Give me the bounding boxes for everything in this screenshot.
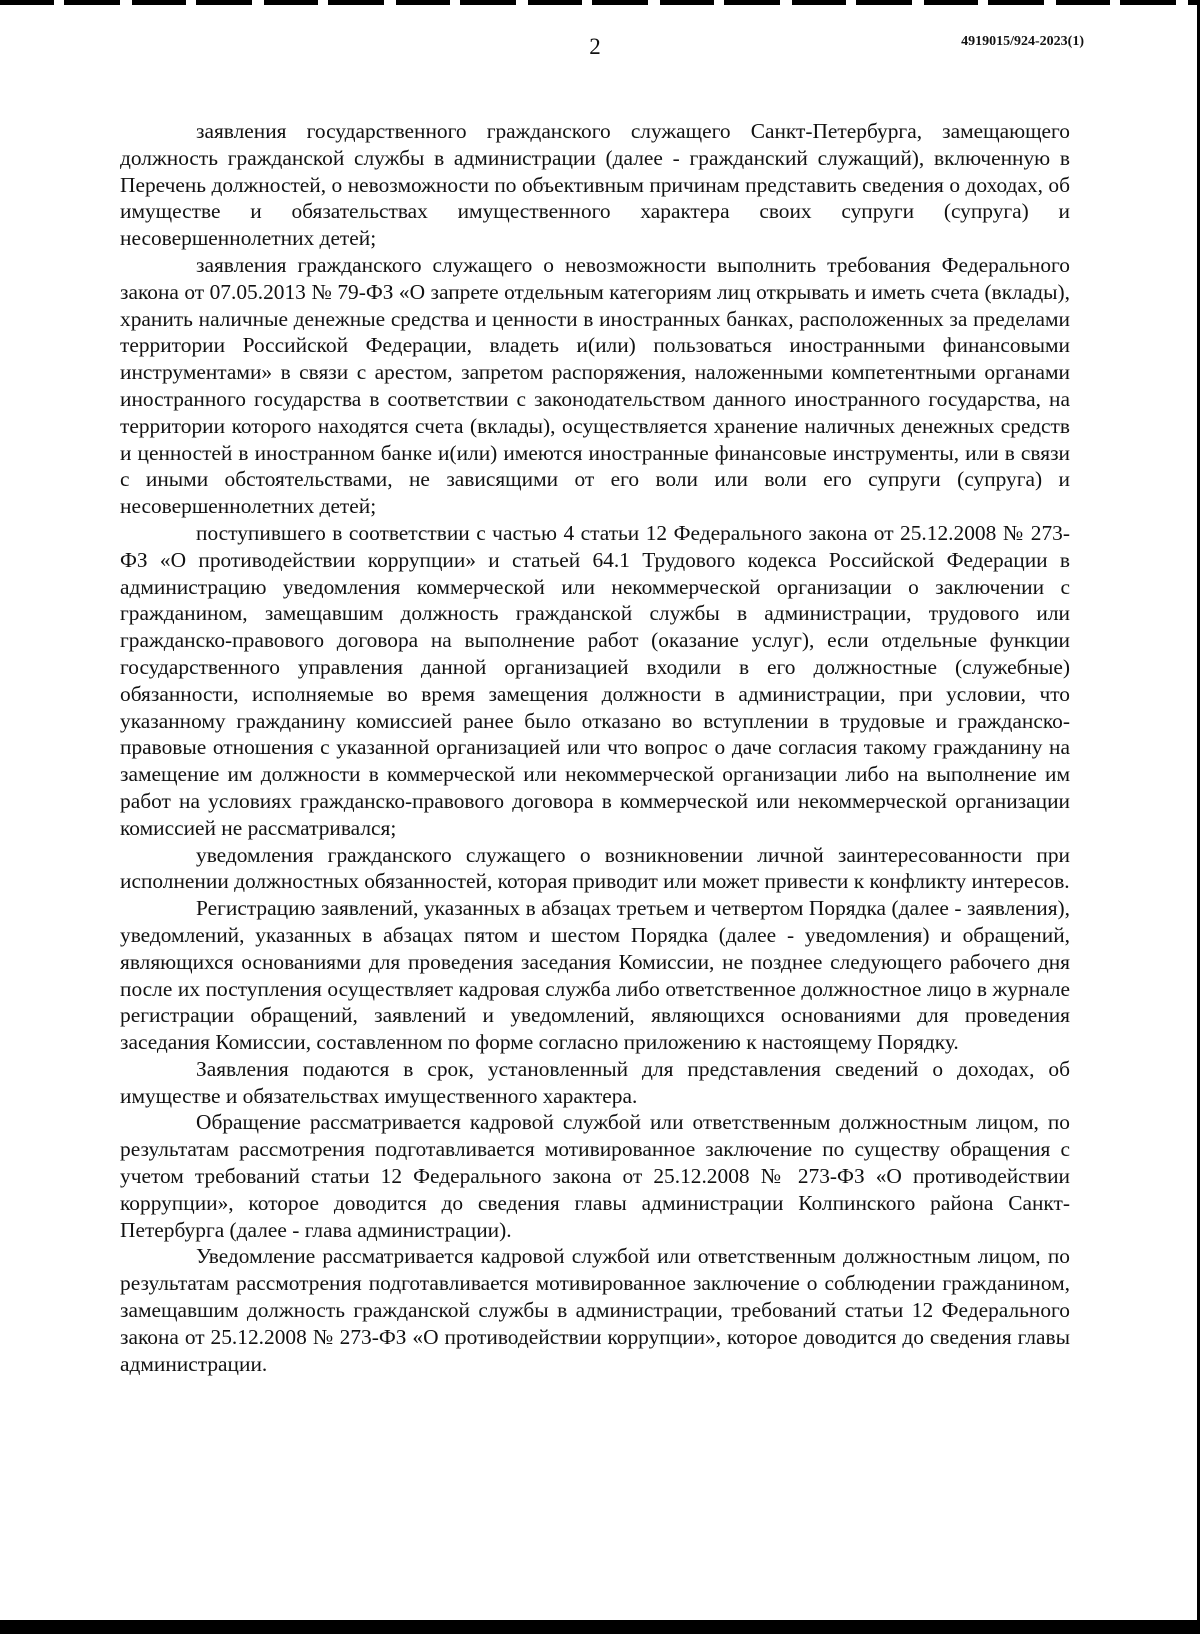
scan-border-bottom [0,1620,1200,1634]
paragraph: заявления государственного гражданского служащего Санкт-Петербурга, замещающего должность гражданской службы в администрации (далее - гражданский служащий), включенную в Перечень должностей, о невозможности по объективным причинам представить сведения о доходах, об имуществе и обязательствах имущественного характера своих супруги (супруга) и несовершеннолетних детей; [120,119,1070,251]
paragraph: поступившего в соответствии с частью 4 статьи 12 Федерального закона от 25.12.2008 № 273-ФЗ «О противодействии коррупции» и статьей 64.1 Трудового кодекса Российской Федерации в администрацию уведомления коммерческой или некоммерческой организации о заключении с гражданином, замещавшим должность гражданской службы в администрации, трудового или гражданско-правового договора на выполнение работ (оказание услуг), если отдельные функции государственного управления данной организацией входили в его должностные (служебные) обязанности, исполняемые во время замещения должности в администрации, при условии, что указанному гражданину комиссией ранее было отказано во вступлении в трудовые и гражданско-правовые отношения с указанной организацией или что вопрос о даче согласия такому гражданину на замещение им должности в коммерческой или некоммерческой организации либо на выполнение им работ на условиях гражданско-правового договора в коммерческой или некоммерческой организации комиссией не рассматривался; [120,520,1070,840]
page-number: 2 [589,34,601,59]
paragraph: уведомления гражданского служащего о возникновении личной заинтересованности при исполнении должностных обязанностей, которая приводит или может привести к конфликту интересов. [120,842,1070,894]
paragraph: Обращение рассматривается кадровой службой или ответственным должностным лицом, по результатам рассмотрения подготавливается мотивированное заключение по существу обращения с учетом требований статьи 12 Федерального закона от 25.12.2008 № 273-ФЗ «О противодействии коррупции», которое доводится до сведения главы администрации Колпинского района Санкт-Петербурга (далее - глава администрации). [120,1110,1070,1242]
page-header [120,0,1084,118]
paragraph: Уведомление рассматривается кадровой службой или ответственным должностным лицом, по результатам рассмотрения подготавливается мотивированное заключение о соблюдении гражданином, замещавшим должность гражданской службы в администрации, требований статьи 12 Федерального закона от 25.12.2008 № 273-ФЗ «О противодействии коррупции», которое доводится до сведения главы администрации. [120,1244,1070,1376]
paragraph: Заявления подаются в срок, установленный для представления сведений о доходах, об имуществе и обязательствах имущественного характера. [120,1056,1070,1108]
paragraph: Регистрацию заявлений, указанных в абзацах третьем и четвертом Порядка (далее - заявления), уведомлений, указанных в абзацах пятом и шестом Порядка (далее - уведомления) и обращений, являющихся основаниями для проведения заседания Комиссии, не позднее следующего рабочего дня после их поступления осуществляет кадровая служба либо ответственное должностное лицо в журнале регистрации обращений, заявлений и уведомлений, являющихся основаниями для проведения заседания Комиссии, составленном по форме согласно приложению к настоящему Порядку. [120,896,1070,1055]
document-number: 4919015/924-2023(1) [961,34,1084,49]
document-body [120,118,1070,1377]
paragraph: заявления гражданского служащего о невозможности выполнить требования Федерального закона от 07.05.2013 № 79-ФЗ «О запрете отдельным категориям лиц открывать и иметь счета (вклады), хранить наличные денежные средства и ценности в иностранных банках, расположенных за пределами территории Российской Федерации, владеть и(или) пользоваться иностранными финансовыми инструментами» в связи с арестом, запретом распоряжения, наложенными компетентными органами иностранного государства в соответствии с законодательством данного иностранного государства, на территории которого находятся счета (вклады), осуществляется хранение наличных денежных средств и ценностей в иностранном банке и(или) имеются иностранные финансовые инструменты, или в связи с иными обстоятельствами, не зависящими от его воли или воли его супруги (супруга) и несовершеннолетних детей; [120,252,1070,519]
document-page [120,0,1084,1377]
